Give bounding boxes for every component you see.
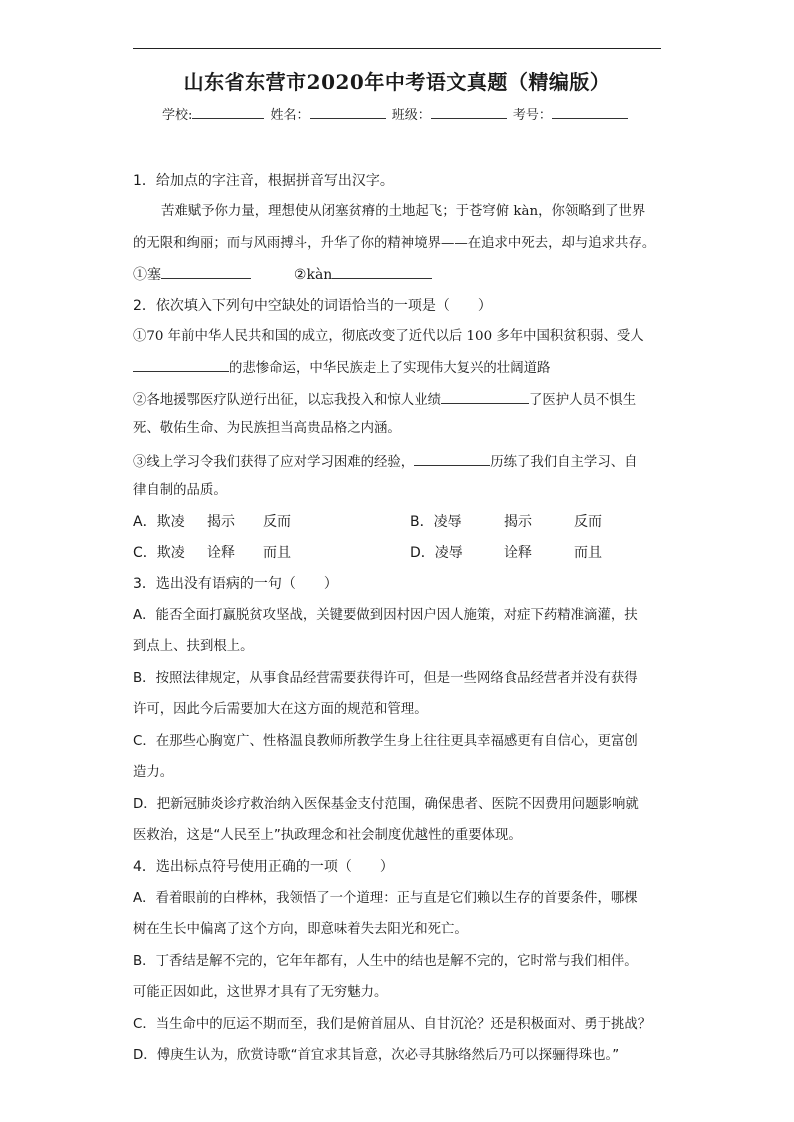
q2-option-a-word-3: 反而 [263, 514, 291, 530]
q2-blank-1[interactable] [133, 357, 229, 372]
q3-option-d-line-2: 医救治，这是“人民至上”执政理念和社会制度优越性的重要体现。 [133, 828, 522, 843]
class-label: 班级： [391, 108, 431, 123]
q2-option-b-word-3: 反而 [574, 514, 602, 530]
q2-blank-3[interactable] [414, 451, 490, 466]
q4-option-b-line-1[interactable]: B．丁香结是解不完的，它年年都有，人生中的结也是解不完的，它时常与我们相伴。 [133, 954, 638, 969]
q2-blank-2[interactable] [441, 389, 529, 404]
q1-answer-2-label: ②kàn [293, 267, 333, 283]
q2-option-c-word-2: 诠释 [207, 545, 235, 561]
q4-option-a-line-2: 树在生长中偏离了这个方向，即意味着失去阳光和死亡。 [133, 922, 468, 937]
q2-sentence-2-post: 了医护人员不惧生 [528, 393, 637, 408]
q2-sentence-3-post: 历练了我们自主学习、自 [490, 455, 638, 470]
school-blank[interactable] [192, 105, 264, 119]
exam-number-label: 考号： [512, 108, 552, 123]
q3-option-c-line-1[interactable]: C．在那些心胸宽广、性格温良教师所教学生身上往往更具幸福感更有自信心，更富创 [133, 734, 638, 749]
q4-option-c-line-1[interactable]: C．当生命中的厄运不期而至，我们是俯首屈从、自甘沉沦？还是积极面对、勇于挑战？ [133, 1017, 652, 1032]
name-label: 姓名： [270, 108, 310, 123]
q3-option-c-line-2: 造力。 [133, 765, 174, 780]
q2-option-d-word-3: 而且 [574, 545, 602, 561]
q2-option-a-word-1: A．欺凌 [133, 514, 185, 530]
q2-sentence-2-pre: ②各地援鄂医疗队逆行出征，以忘我投入和惊人业绩 [133, 393, 441, 408]
q3-option-b-line-2: 许可，因此今后需要加大在这方面的规范和管理。 [133, 702, 428, 717]
q1-passage-line-2: 的无限和绚丽；而与风雨搏斗，升华了你的精神境界——在追求中死去，却与追求共存。 [133, 236, 656, 251]
q2-option-b-word-1: B．凌辱 [410, 514, 462, 530]
q2-sentence-3-pre: ③线上学习令我们获得了应对学习困难的经验， [133, 455, 415, 470]
q2-sentence-1-line-1: ①70 年前中华人民共和国的成立，彻底改变了近代以后 100 多年中国积贫积弱、受人 [133, 329, 644, 344]
q2-sentence-1-line-2 [133, 357, 550, 379]
q1-answer-1-label: ①塞 [133, 267, 161, 283]
q2-option-a-word-2: 揭示 [207, 514, 235, 530]
q1-answer-row [133, 264, 432, 285]
q2-sentence-2-line-1 [133, 389, 636, 411]
q2-option-a[interactable] [133, 512, 291, 532]
q2-option-c-word-1: C．欺凌 [133, 545, 185, 561]
q3-option-a-line-1[interactable]: A．能否全面打赢脱贫攻坚战，关键要做到因村因户因人施策，对症下药精准滴灌，扶 [133, 608, 638, 623]
q4-option-b-line-2: 可能正因如此，这世界才具有了无穷魅力。 [133, 985, 388, 1000]
q1-stem: 1．给加点的字注音，根据拼音写出汉字。 [133, 173, 394, 189]
q3-stem: 3．选出没有语病的一句（ ） [133, 576, 338, 592]
q2-option-c-word-3: 而且 [263, 545, 291, 561]
q2-option-b-word-2: 揭示 [504, 514, 532, 530]
q2-sentence-2-line-2: 死、敬佑生命、为民族担当高贵品格之内涵。 [133, 421, 401, 436]
q3-option-d-line-1[interactable]: D．把新冠肺炎诊疗救治纳入医保基金支付范围，确保患者、医院不因费用问题影响就 [133, 797, 639, 812]
exam-number-blank[interactable] [552, 105, 628, 119]
top-rule [133, 48, 661, 49]
q2-sentence-3-line-2: 律自制的品质。 [133, 483, 227, 498]
q2-option-c[interactable] [133, 543, 291, 563]
q4-option-d-line-1[interactable]: D．傅庚生认为，欣赏诗歌“首宜求其旨意，次必寻其脉络然后乃可以探骊得珠也。” [133, 1048, 620, 1063]
q3-option-a-line-2: 到点上、扶到根上。 [133, 639, 254, 654]
class-blank[interactable] [431, 105, 507, 119]
name-blank[interactable] [310, 105, 386, 119]
q2-option-b[interactable] [410, 512, 602, 532]
q1-answer-2-blank[interactable] [332, 264, 432, 279]
q1-answer-1-blank[interactable] [161, 264, 251, 279]
page-title: 山东省东营市2020年中考语文真题（精编版） [183, 70, 611, 94]
q4-option-a-line-1[interactable]: A．看着眼前的白桦林，我领悟了一个道理：正与直是它们赖以生存的首要条件，哪棵 [133, 891, 638, 906]
q2-sentence-1-text: 的悲惨命运，中华民族走上了实现伟大复兴的壮阔道路 [229, 361, 551, 376]
q1-passage-line-1: 苦难赋予你力量，理想使从闭塞贫瘠的土地起飞；于苍穹俯 kàn，你领略到了世界 [161, 204, 646, 219]
student-info-row [162, 104, 630, 123]
q2-option-d-word-2: 诠释 [504, 545, 532, 561]
q2-stem: 2．依次填入下列句中空缺处的词语恰当的一项是（ ） [133, 298, 492, 314]
q2-sentence-3-line-1 [133, 451, 638, 473]
q2-option-d[interactable] [410, 543, 602, 563]
q3-option-b-line-1[interactable]: B．按照法律规定，从事食品经营需要获得许可，但是一些网络食品经营者并没有获得 [133, 671, 638, 686]
q2-option-d-word-1: D．凌辱 [410, 545, 463, 561]
school-label: 学校: [162, 108, 193, 123]
q4-stem: 4．选出标点符号使用正确的一项（ ） [133, 859, 394, 875]
